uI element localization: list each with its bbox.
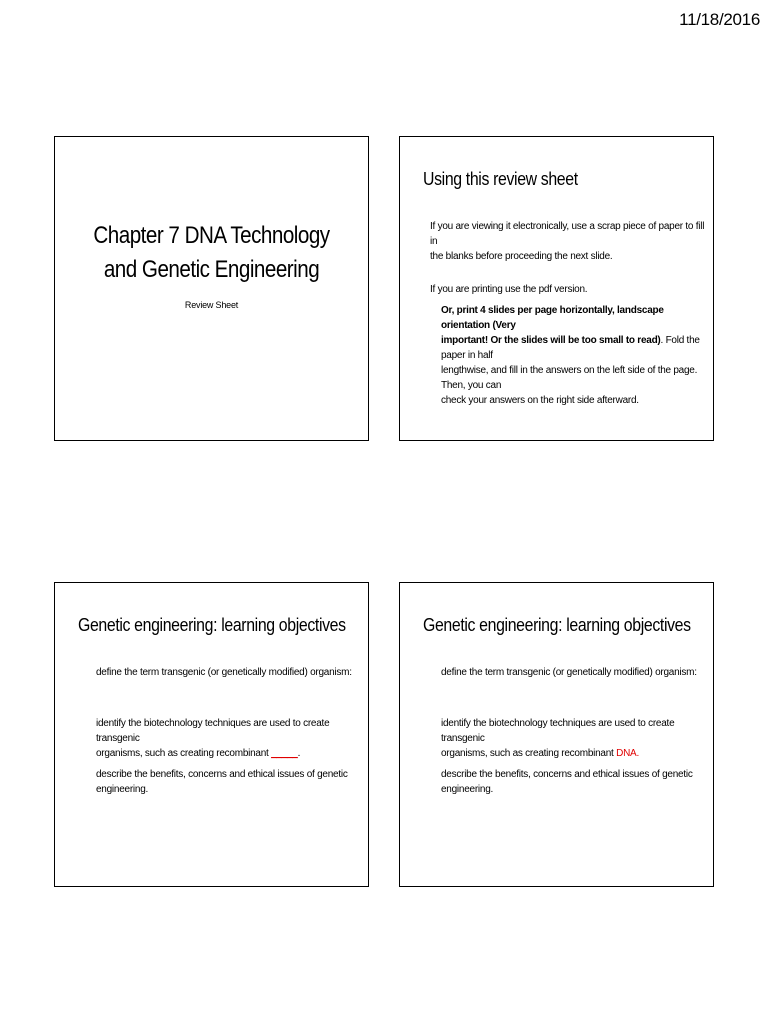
instruction-print-details bbox=[441, 303, 713, 408]
text: . bbox=[297, 748, 301, 759]
objective-1: define the term transgenic (or genetically modified) organism: bbox=[96, 667, 352, 678]
slide-title bbox=[54, 136, 369, 441]
objective-3: describe the benefits, concerns and ethical issues of genetic engineering. bbox=[96, 769, 348, 795]
text-line: lengthwise, and fill in the answers on the left side of the page. Then, you can bbox=[441, 365, 698, 391]
instruction-printing: If you are printing use the pdf version. bbox=[430, 284, 588, 295]
slide-heading: Genetic engineering: learning objectives bbox=[78, 615, 346, 635]
text-line: If you are viewing it electronically, use a scrap piece of paper to fill in bbox=[430, 221, 705, 247]
text-line: identify the biotechnology techniques are used to create transgenic bbox=[96, 718, 330, 744]
slide-heading: Genetic engineering: learning objectives bbox=[423, 615, 691, 635]
text-line: the blanks before proceeding the next slide. bbox=[430, 251, 613, 262]
slide-title-text bbox=[77, 219, 346, 287]
objective-1: define the term transgenic (or genetically modified) organism: bbox=[441, 667, 697, 678]
text-line: identify the biotechnology techniques are used to create transgenic bbox=[441, 718, 675, 744]
text: organisms, such as creating recombinant bbox=[96, 748, 272, 759]
text-line: check your answers on the right side afterward. bbox=[441, 395, 639, 406]
page-date: 11/18/2016 bbox=[679, 10, 760, 29]
slide-objectives-answer bbox=[399, 582, 714, 887]
text: . bbox=[636, 748, 639, 759]
objective-2 bbox=[96, 716, 366, 761]
text-line bbox=[441, 746, 711, 761]
objective-3: describe the benefits, concerns and ethical issues of genetic engineering. bbox=[441, 769, 693, 795]
slide-heading: Using this review sheet bbox=[423, 169, 578, 189]
objective-2 bbox=[441, 716, 711, 761]
answer-text: DNA bbox=[616, 748, 637, 759]
slide-instructions bbox=[399, 136, 714, 441]
text: organisms, such as creating recombinant bbox=[441, 748, 617, 759]
slide-subtitle: Review Sheet bbox=[184, 300, 239, 310]
slide-objectives-blank bbox=[54, 582, 369, 887]
title-line-1: Chapter 7 DNA Technology bbox=[93, 222, 330, 249]
text-line bbox=[441, 333, 713, 363]
text: . Fold the paper in half bbox=[441, 335, 700, 361]
bold-text: important! Or the slides will be too small to read) bbox=[441, 335, 661, 346]
fill-in-blank: _____ bbox=[271, 748, 298, 759]
instruction-electronic bbox=[430, 219, 710, 264]
text-line bbox=[96, 746, 366, 761]
title-line-2: and Genetic Engineering bbox=[103, 256, 320, 283]
text-line: Or, print 4 slides per page horizontally, landscape orientation (Very bbox=[441, 305, 664, 331]
